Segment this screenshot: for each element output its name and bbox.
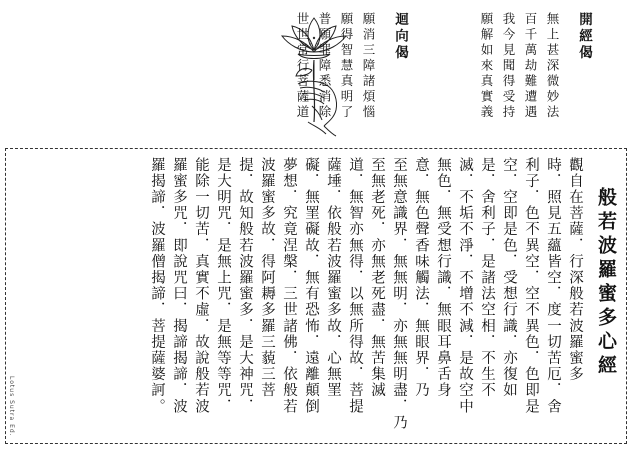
sutra-column: 觀自在菩薩．行深般若波羅蜜多 [567, 157, 583, 383]
opening-verse-line: 百千萬劫難遭遇 [523, 12, 538, 121]
opening-verse-line: 願解如來真實義 [479, 12, 494, 121]
sutra-column: 羅揭諦．波羅僧揭諦．菩提薩婆訶。 [149, 157, 165, 415]
sutra-column: 羅蜜多咒．即說咒曰．揭諦揭諦．波 [171, 157, 187, 415]
dedication-verse-line: 普願罪障悉消除 [317, 12, 332, 121]
sutra-column: 利子．色不異空．空不異色．色即是 [523, 157, 539, 415]
heart-sutra-box [5, 148, 627, 444]
sutra-column: 時．照見五蘊皆空．度一切苦厄．舍 [545, 157, 561, 415]
sutra-column: 空．空即是色．受想行識．亦復如 [501, 157, 517, 399]
sutra-column: 礙．無罣礙故．無有恐怖．遠離顛倒 [303, 157, 319, 415]
sutra-column: 波羅蜜多故．得阿耨多羅三藐三菩 [259, 157, 275, 399]
dedication-verse [294, 12, 408, 121]
dedication-verse-line: 願得智慧真明了 [339, 12, 354, 121]
sutra-title: 般若波羅蜜多心經 [595, 187, 617, 379]
sutra-column: 至無意識界．無無明．亦無無明盡．乃 [391, 157, 407, 431]
heart-sutra-text [147, 157, 620, 439]
dedication-verse-line: 願消三障諸煩惱 [361, 12, 376, 121]
opening-verse [478, 12, 592, 121]
sutra-column: 道．無智亦無得．以無所得故．菩提 [347, 157, 363, 415]
sutra-column: 無色．無受想行識．無眼耳鼻舌身 [435, 157, 451, 399]
sutra-column: 是大明咒．是無上咒．是無等等咒． [215, 157, 231, 415]
opening-verse-line: 無上甚深微妙法 [545, 12, 560, 121]
dedication-verse-line: 世世常行菩薩道 [295, 12, 310, 121]
opening-verse-title: 開經偈 [576, 12, 592, 62]
sutra-column: 提．故知般若波羅蜜多．是大神咒． [237, 157, 253, 415]
dedication-verse-title: 迴向偈 [392, 12, 408, 62]
sutra-column: 薩埵．依般若波羅蜜多故．心無罣 [325, 157, 341, 399]
sutra-column: 意．無色聲香味觸法．無眼界．乃 [413, 157, 429, 399]
sutra-column: 夢想．究竟涅槃．三世諸佛．依般若 [281, 157, 297, 415]
opening-verse-line: 我今見聞得受持 [501, 12, 516, 121]
sutra-column: 是．舍利子．是諸法空相．不生不 [479, 157, 495, 399]
side-mark: Lotus Sutra Ed. [8, 376, 15, 437]
sutra-column: 能除一切苦．真實不虛．故說般若波 [193, 157, 209, 415]
sutra-column: 滅．不垢不淨．不增不減．是故空中 [457, 157, 473, 415]
sutra-column: 至無老死．亦無老死盡．無苦集滅 [369, 157, 385, 399]
